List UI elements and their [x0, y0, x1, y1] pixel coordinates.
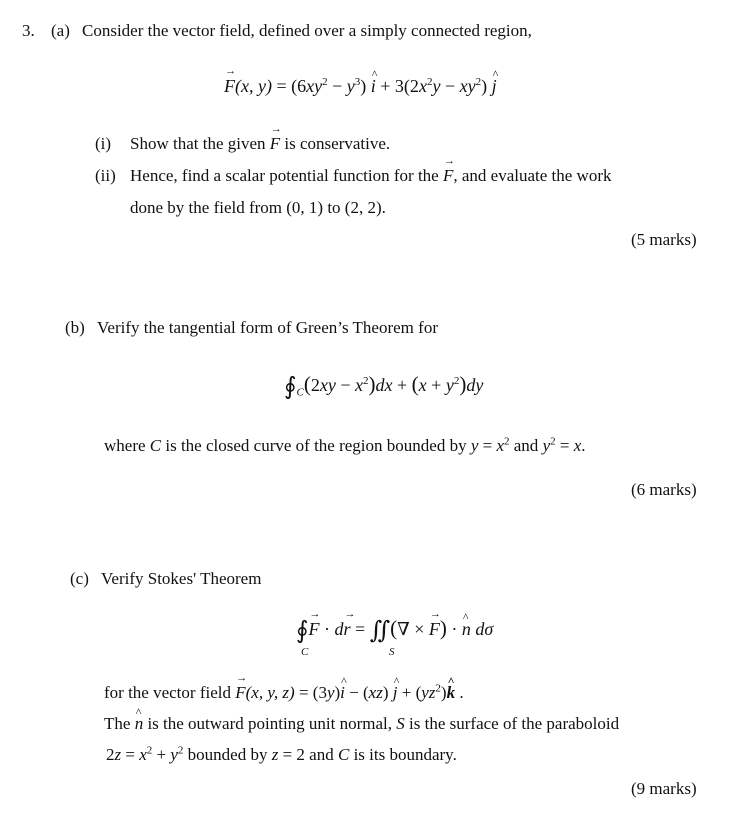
part-a-intro: Consider the vector field, defined over a simply connected region, — [82, 21, 532, 40]
part-b-intro: Verify the tangential form of Green’s Theorem for — [97, 318, 438, 337]
part-b-marks: (6 marks) — [631, 480, 697, 499]
part-b-label: (b) — [65, 318, 85, 337]
part-b-where-text: where C is the closed curve of the region bounded by $y = x^2$ and $y^2 = x$. — [104, 435, 586, 455]
part-a-ii-text-cont: done by the field from (0, 1) to (2, 2). — [130, 198, 386, 217]
green-line-integral: $∮_C(2xy - x^2)dx + (x + y^2)dy$ — [284, 372, 484, 400]
question-number: 3. — [22, 21, 35, 40]
part-a-i-text: Show that the given → F is conservative. — [130, 134, 390, 154]
part-a-label: (a) — [51, 21, 70, 40]
part-a-ii-label: (ii) — [95, 166, 116, 185]
stokes-sub-c: C — [301, 646, 309, 658]
stokes-equation: ∮→ F · d→ r = ∬(∇ × → F) · ^ n dσ — [296, 616, 493, 645]
part-c-label: (c) — [70, 569, 89, 588]
part-a-ii-text: Hence, find a scalar potential function for the → F, and evaluate the work — [130, 166, 612, 186]
part-a-i-label: (i) — [95, 134, 112, 153]
vector-field-equation: → F(x, $y) = (6xy^2 - y^3)$ ^ $i + 3(2x^2y - xy^2)$ ^ j — [224, 76, 497, 97]
part-c-field-text: for the vector field → F(x, y, z) = (3y)^ i − (xz) ^ $j + (yz^2)\^{}$ k . — [104, 683, 464, 703]
part-c-marks: (9 marks) — [631, 779, 697, 798]
stokes-sub-s: S — [389, 646, 395, 658]
part-a-marks: (5 marks) — [631, 230, 697, 249]
part-c-intro: Verify Stokes' Theorem — [101, 569, 262, 588]
part-c-normal-text: The ^ n is the outward pointing unit normal, S is the surface of the paraboloid — [104, 714, 619, 734]
part-c-paraboloid-text: $2z = x^2 + y^2$ bounded by z = 2 and C is its boundary. — [106, 744, 457, 764]
